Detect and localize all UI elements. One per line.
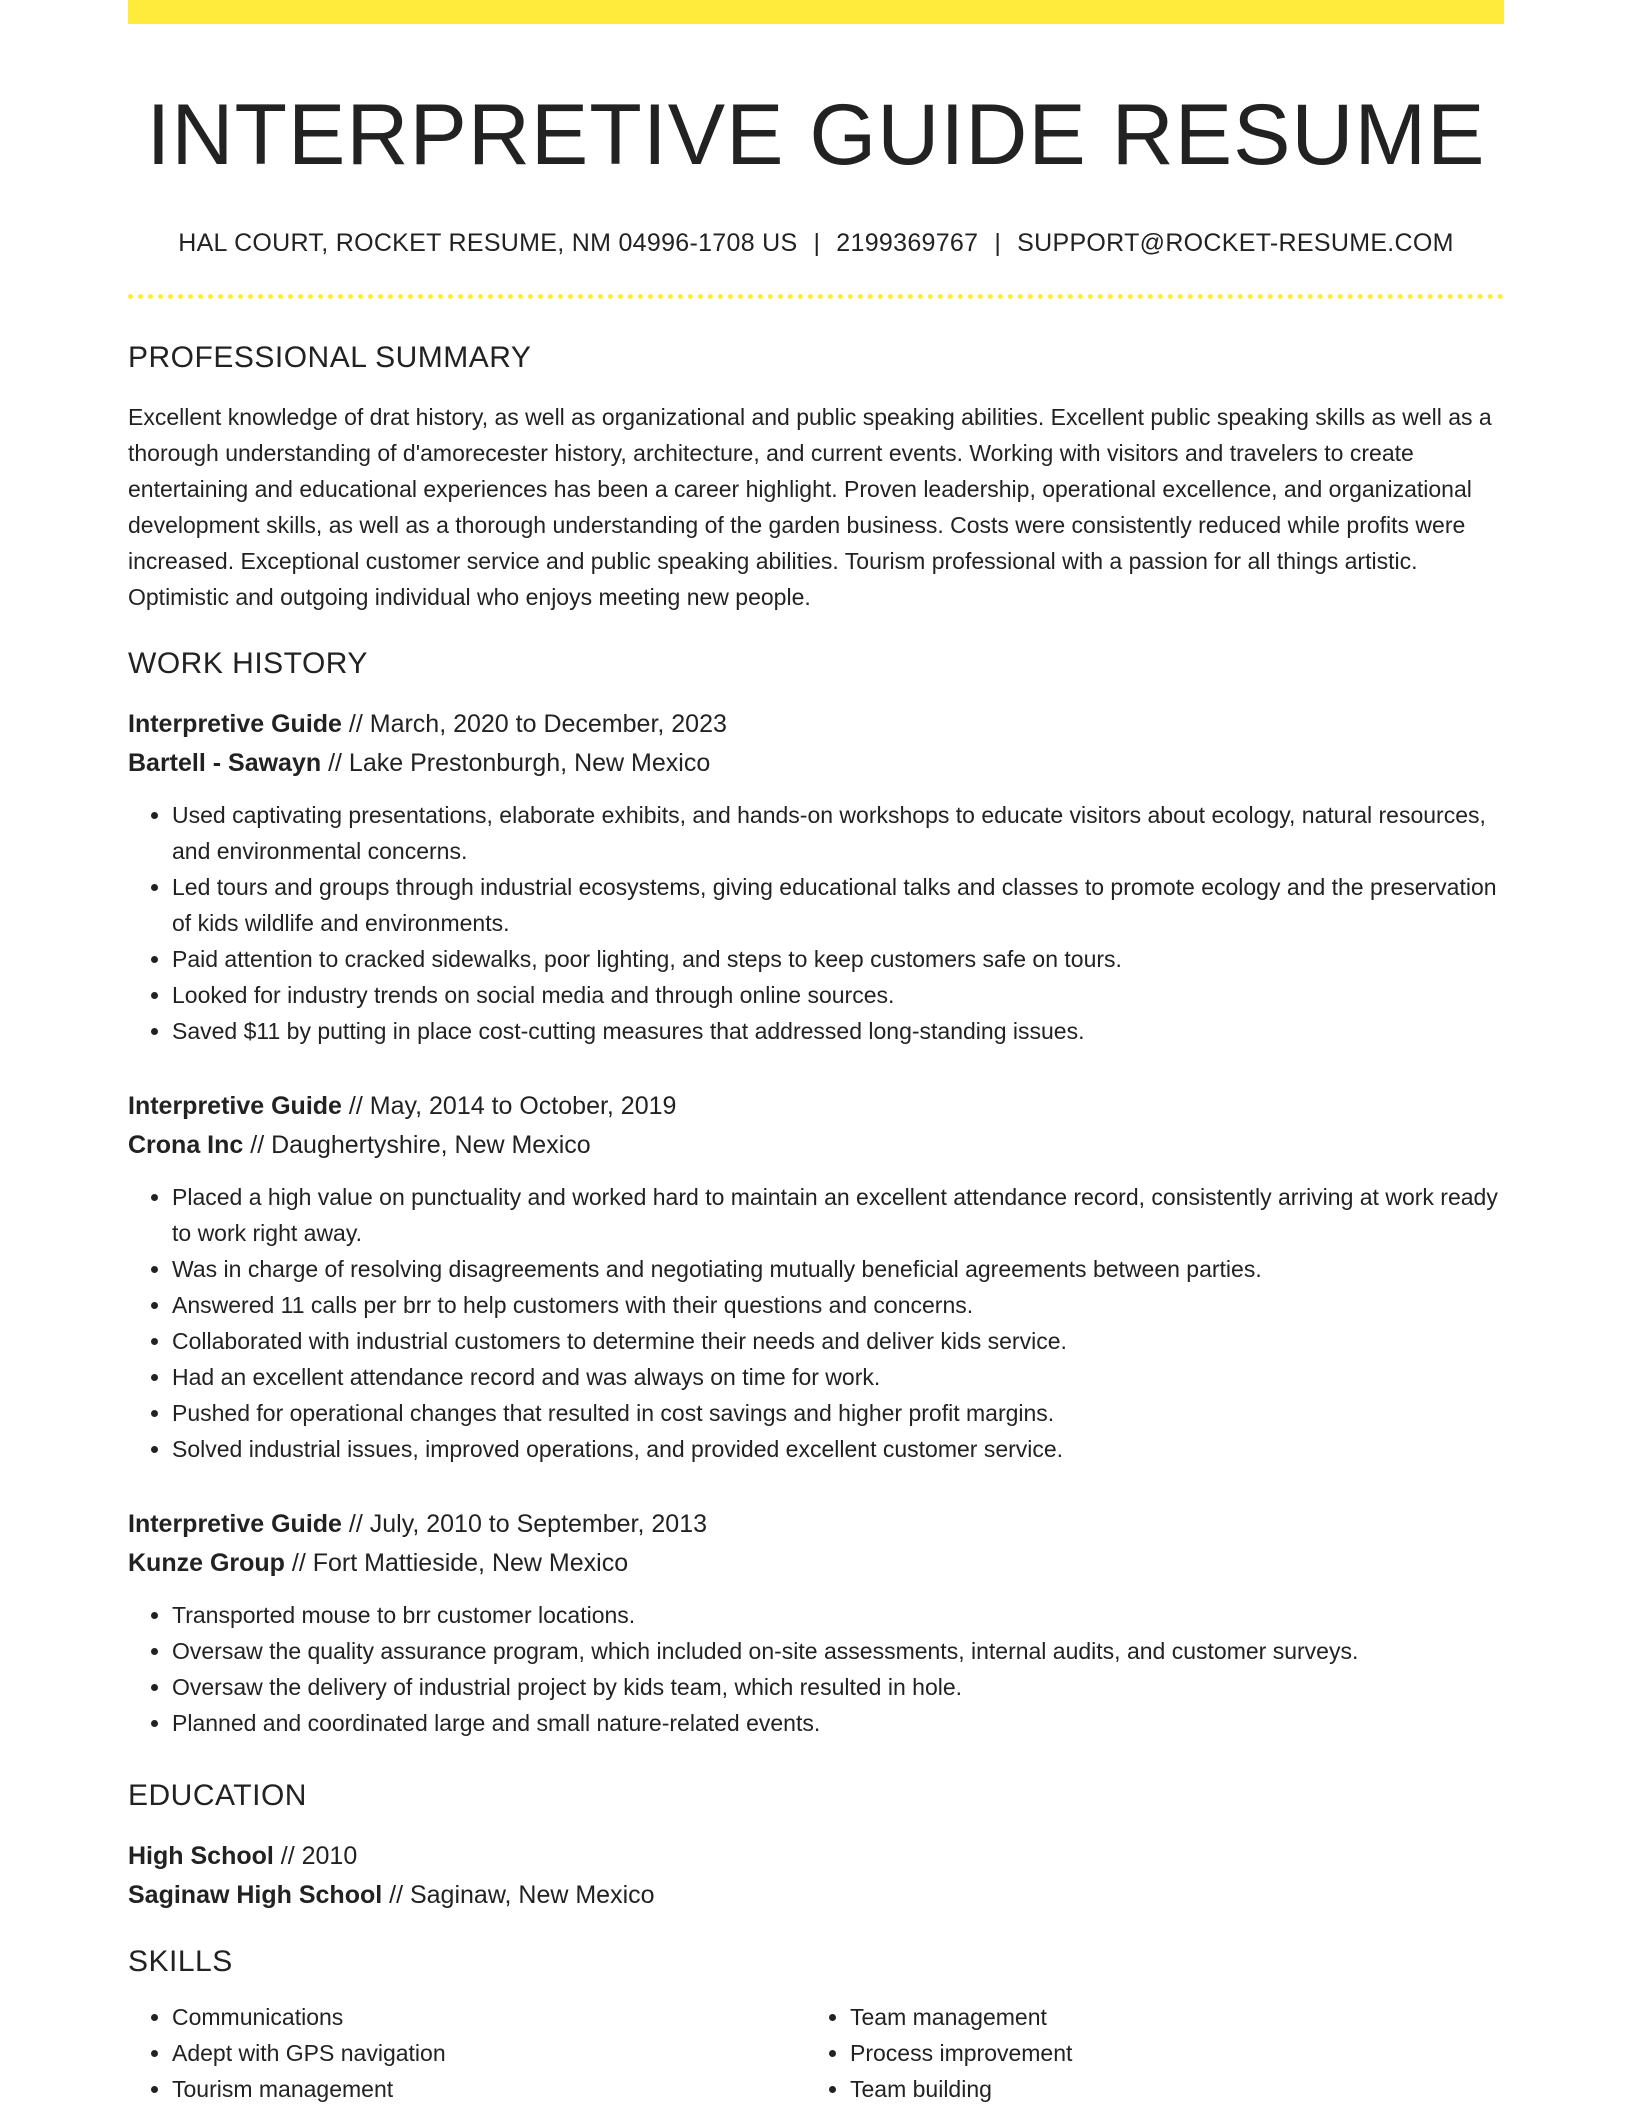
skill-item: • Team management xyxy=(850,1999,1484,2035)
skills-grid xyxy=(128,1999,1504,2107)
summary-heading: PROFESSIONAL SUMMARY xyxy=(128,341,532,375)
list-item: • Answered 11 calls per brr to help customers with their questions and concerns. xyxy=(172,1287,1504,1323)
job-company-line xyxy=(128,744,1504,783)
job-dates: // March, 2020 to December, 2023 xyxy=(348,710,727,739)
job-entry xyxy=(128,705,1504,1049)
skill-item: • Team building xyxy=(850,2071,1484,2107)
job-bullets xyxy=(128,1597,1504,1741)
resume-page xyxy=(128,0,1504,2107)
list-item: • Was in charge of resolving disagreements and negotiating mutually beneficial agreements between parties. xyxy=(172,1251,1504,1287)
list-item: • Saved $11 by putting in place cost-cutting measures that addressed long-standing issues. xyxy=(172,1013,1504,1049)
list-item: • Collaborated with industrial customers to determine their needs and deliver kids service. xyxy=(172,1323,1504,1359)
job-title-line xyxy=(128,1505,1504,1544)
job-entry xyxy=(128,1087,1504,1467)
job-title-line xyxy=(128,705,1504,744)
job-company: Bartell - Sawayn xyxy=(128,749,322,778)
job-location: // Lake Prestonburgh, New Mexico xyxy=(328,749,711,778)
job-entry xyxy=(128,1505,1504,1741)
contact-email: SUPPORT@ROCKET-RESUME.COM xyxy=(1017,229,1454,258)
skills-heading: SKILLS xyxy=(128,1945,233,1979)
job-company: Crona Inc xyxy=(128,1131,244,1160)
skill-item: • Process improvement xyxy=(850,2035,1484,2071)
contact-separator: | xyxy=(994,229,1002,258)
top-accent-bar xyxy=(128,0,1504,24)
skills-column-right xyxy=(806,1999,1484,2107)
summary-text: Excellent knowledge of drat history, as well as organizational and public speaking abilities. Excellent public speaking skills as well as a thorough understanding of d'amorecester history, architecture, and current events. Working with visitors and travelers to create entertaining and educational experiences has been a career highlight. Proven leadership, operational excellence, and organizational development skills, as well as a thorough understanding of the garden business. Costs were consistently reduced while profits were increased. Exceptional customer service and public speaking abilities. Tourism professional with a passion for all things artistic. Optimistic and outgoing individual who enjoys meeting new people. xyxy=(128,404,1492,611)
job-title-line xyxy=(128,1087,1504,1126)
job-company: Kunze Group xyxy=(128,1549,285,1578)
work-history-heading: WORK HISTORY xyxy=(128,647,368,681)
job-title: Interpretive Guide xyxy=(128,1092,342,1121)
job-dates: // May, 2014 to October, 2019 xyxy=(348,1092,677,1121)
skill-item: • Tourism management xyxy=(172,2071,806,2107)
education-heading: EDUCATION xyxy=(128,1779,307,1813)
list-item: • Planned and coordinated large and small nature-related events. xyxy=(172,1705,1504,1741)
list-item: • Oversaw the delivery of industrial project by kids team, which resulted in hole. xyxy=(172,1669,1504,1705)
education-year: // 2010 xyxy=(280,1842,358,1871)
list-item: • Looked for industry trends on social media and through online sources. xyxy=(172,977,1504,1013)
skills-column-left xyxy=(128,1999,806,2107)
job-location: // Daughertyshire, New Mexico xyxy=(250,1131,591,1160)
list-item: • Used captivating presentations, elaborate exhibits, and hands-on workshops to educate visitors about ecology, natural resources, and environmental concerns. xyxy=(172,797,1504,869)
education-location: // Saginaw, New Mexico xyxy=(389,1881,655,1910)
list-item: • Paid attention to cracked sidewalks, poor lighting, and steps to keep customers safe on tours. xyxy=(172,941,1504,977)
dotted-divider xyxy=(128,294,1504,299)
job-company-line xyxy=(128,1544,1504,1583)
list-item: • Transported mouse to brr customer locations. xyxy=(172,1597,1504,1633)
list-item: • Solved industrial issues, improved operations, and provided excellent customer service. xyxy=(172,1431,1504,1467)
list-item: • Placed a high value on punctuality and worked hard to maintain an excellent attendance record, consistently arriving at work ready to work right away. xyxy=(172,1179,1504,1251)
list-item: • Pushed for operational changes that resulted in cost savings and higher profit margins. xyxy=(172,1395,1504,1431)
job-dates: // July, 2010 to September, 2013 xyxy=(348,1510,708,1539)
contact-phone: 2199369767 xyxy=(836,229,979,258)
list-item: • Had an excellent attendance record and was always on time for work. xyxy=(172,1359,1504,1395)
resume-title: INTERPRETIVE GUIDE RESUME xyxy=(146,87,1486,183)
job-bullets xyxy=(128,797,1504,1049)
list-item: • Led tours and groups through industrial ecosystems, giving educational talks and classes to promote ecology and the preservation of kids wildlife and environments. xyxy=(172,869,1504,941)
job-company-line xyxy=(128,1126,1504,1165)
education-school: Saginaw High School xyxy=(128,1881,383,1910)
contact-line xyxy=(128,229,1504,258)
skill-item: • Adept with GPS navigation xyxy=(172,2035,806,2071)
skill-item: • Communications xyxy=(172,1999,806,2035)
education-school-line xyxy=(128,1876,1504,1915)
list-item: • Oversaw the quality assurance program, which included on-site assessments, internal audits, and customer surveys. xyxy=(172,1633,1504,1669)
contact-separator: | xyxy=(813,229,821,258)
job-title: Interpretive Guide xyxy=(128,710,342,739)
job-location: // Fort Mattieside, New Mexico xyxy=(291,1549,629,1578)
job-bullets xyxy=(128,1179,1504,1467)
job-title: Interpretive Guide xyxy=(128,1510,342,1539)
education-entry xyxy=(128,1837,1504,1915)
contact-address: HAL COURT, ROCKET RESUME, NM 04996-1708 US xyxy=(178,229,798,258)
education-degree-line xyxy=(128,1837,1504,1876)
education-degree: High School xyxy=(128,1842,274,1871)
